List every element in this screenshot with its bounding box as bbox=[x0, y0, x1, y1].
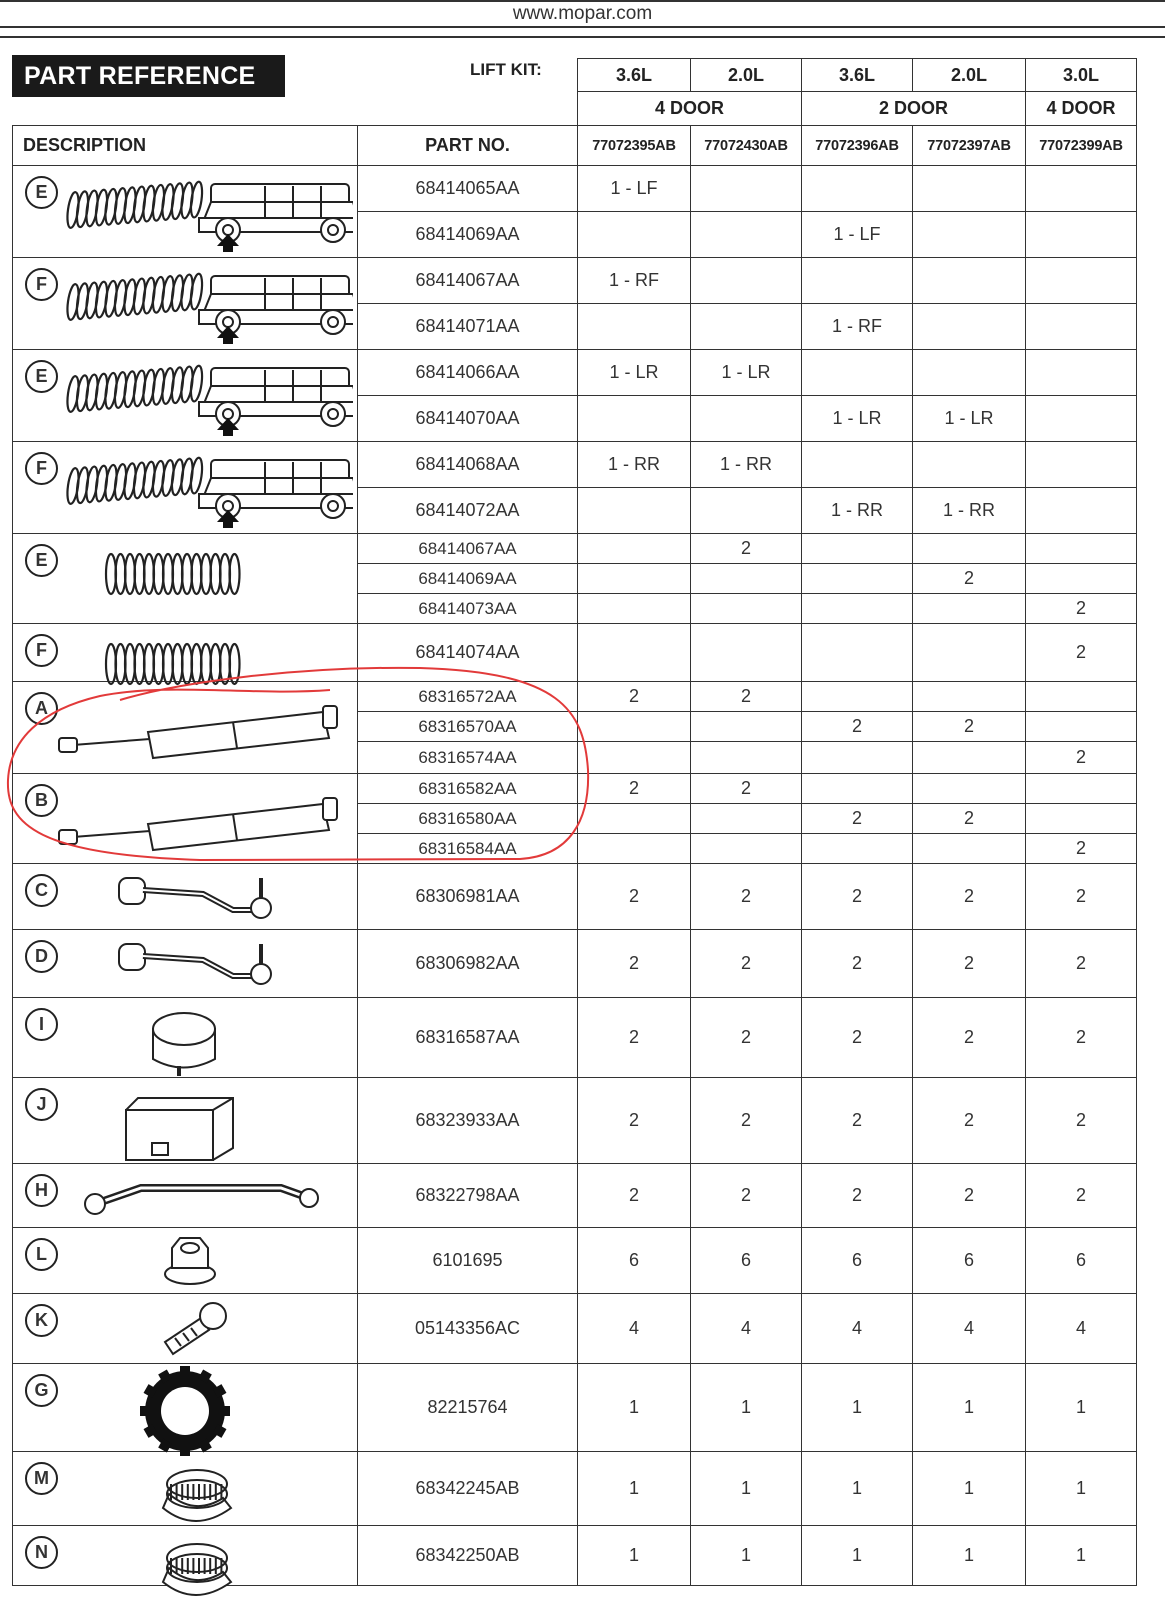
quantity-cell: 2 bbox=[802, 804, 913, 834]
quantity-cell bbox=[1026, 442, 1137, 488]
quantity-cell: 2 bbox=[578, 998, 691, 1078]
part-number-cell: 68323933AA bbox=[358, 1078, 578, 1164]
part-number-cell: 68342250AB bbox=[358, 1526, 578, 1586]
part-description-cell bbox=[13, 258, 358, 350]
table-row bbox=[13, 1364, 1137, 1452]
quantity-cell: 4 bbox=[578, 1294, 691, 1364]
part-description-cell bbox=[13, 442, 358, 534]
table-row bbox=[13, 1294, 1137, 1364]
quantity-cell bbox=[691, 258, 802, 304]
part-number-cell: 68316587AA bbox=[358, 998, 578, 1078]
quantity-cell bbox=[578, 212, 691, 258]
quantity-cell: 2 bbox=[913, 712, 1026, 742]
quantity-cell: 1 bbox=[1026, 1364, 1137, 1452]
quantity-cell bbox=[578, 304, 691, 350]
part-number-cell: 68414069AA bbox=[358, 564, 578, 594]
part-letter-badge: M bbox=[25, 1462, 58, 1495]
quantity-cell: 1 bbox=[1026, 1526, 1137, 1586]
quantity-cell bbox=[691, 594, 802, 624]
quantity-cell: 1 bbox=[913, 1526, 1026, 1586]
coil-spring-jeep-icon bbox=[23, 448, 353, 528]
quantity-cell bbox=[802, 834, 913, 864]
coil-spring-jeep-icon bbox=[23, 172, 353, 252]
table-row bbox=[13, 774, 1137, 804]
engine-header: 3.6L bbox=[802, 59, 913, 92]
quantity-cell: 2 bbox=[578, 682, 691, 712]
quantity-cell bbox=[1026, 488, 1137, 534]
quantity-cell: 1 - LR bbox=[691, 350, 802, 396]
quantity-cell bbox=[1026, 396, 1137, 442]
hose-clamp-icon bbox=[155, 1530, 255, 1600]
coil-spring-icon bbox=[103, 544, 253, 604]
bump-stop-icon bbox=[143, 1004, 233, 1084]
table-row bbox=[13, 682, 1137, 712]
quantity-cell bbox=[913, 834, 1026, 864]
quantity-cell: 2 bbox=[1026, 1164, 1137, 1228]
part-description-cell bbox=[13, 624, 358, 682]
quantity-cell: 2 bbox=[1026, 1078, 1137, 1164]
quantity-cell bbox=[913, 258, 1026, 304]
quantity-cell bbox=[913, 682, 1026, 712]
part-number-cell: 68316584AA bbox=[358, 834, 578, 864]
quantity-cell bbox=[578, 804, 691, 834]
quantity-cell: 1 - RR bbox=[691, 442, 802, 488]
part-letter-badge: H bbox=[25, 1174, 58, 1207]
part-letter-badge: A bbox=[25, 692, 58, 725]
quantity-cell: 2 bbox=[913, 930, 1026, 998]
quantity-cell: 1 - LF bbox=[578, 166, 691, 212]
quantity-cell bbox=[913, 304, 1026, 350]
quantity-cell bbox=[691, 396, 802, 442]
part-description-cell bbox=[13, 1526, 358, 1586]
parts-table bbox=[12, 125, 1137, 1586]
quantity-cell bbox=[578, 594, 691, 624]
quantity-cell: 2 bbox=[1026, 930, 1137, 998]
part-number-cell: 68414067AA bbox=[358, 258, 578, 304]
quantity-cell bbox=[1026, 350, 1137, 396]
part-letter-badge: I bbox=[25, 1008, 58, 1041]
part-letter-badge: N bbox=[25, 1536, 58, 1569]
quantity-cell: 1 bbox=[578, 1526, 691, 1586]
part-letter-badge: F bbox=[25, 452, 58, 485]
part-description-cell bbox=[13, 682, 358, 774]
quantity-cell: 2 bbox=[578, 1078, 691, 1164]
quantity-cell: 2 bbox=[578, 930, 691, 998]
quantity-cell: 2 bbox=[802, 1078, 913, 1164]
part-number-cell: 68306981AA bbox=[358, 864, 578, 930]
quantity-cell bbox=[802, 682, 913, 712]
quantity-cell bbox=[691, 712, 802, 742]
quantity-cell: 1 bbox=[691, 1452, 802, 1526]
quantity-cell bbox=[578, 564, 691, 594]
shock-absorber-icon bbox=[53, 690, 373, 765]
part-number-cell: 05143356AC bbox=[358, 1294, 578, 1364]
quantity-cell: 2 bbox=[578, 864, 691, 930]
quantity-cell bbox=[578, 396, 691, 442]
quantity-cell: 1 - RR bbox=[913, 488, 1026, 534]
quantity-cell: 1 bbox=[913, 1364, 1026, 1452]
quantity-cell bbox=[1026, 166, 1137, 212]
quantity-cell bbox=[1026, 682, 1137, 712]
quantity-cell bbox=[913, 442, 1026, 488]
quantity-cell bbox=[578, 742, 691, 774]
quantity-cell: 4 bbox=[1026, 1294, 1137, 1364]
description-column-header: DESCRIPTION bbox=[13, 126, 358, 166]
quantity-cell: 6 bbox=[1026, 1228, 1137, 1294]
shock-absorber-icon bbox=[53, 782, 373, 857]
quantity-cell: 1 bbox=[578, 1452, 691, 1526]
quantity-cell bbox=[913, 624, 1026, 682]
quantity-cell bbox=[1026, 212, 1137, 258]
coil-spring-jeep-icon bbox=[23, 356, 353, 436]
part-number-cell: 68414069AA bbox=[358, 212, 578, 258]
part-number-cell: 6101695 bbox=[358, 1228, 578, 1294]
quantity-cell: 1 bbox=[802, 1452, 913, 1526]
part-number-cell: 68316582AA bbox=[358, 774, 578, 804]
table-row bbox=[13, 1228, 1137, 1294]
table-row bbox=[13, 1164, 1137, 1228]
badge-text: Jeep bbox=[169, 1387, 201, 1403]
quantity-cell: 2 bbox=[1026, 624, 1137, 682]
quantity-cell: 1 - RF bbox=[802, 304, 913, 350]
quantity-cell: 2 bbox=[578, 1164, 691, 1228]
part-number-cell: 68414068AA bbox=[358, 442, 578, 488]
jeep-performance-parts-badge-icon bbox=[135, 1366, 235, 1456]
engine-header: 3.0L bbox=[1026, 59, 1137, 92]
quantity-cell: 2 bbox=[802, 1164, 913, 1228]
table-row bbox=[13, 624, 1137, 682]
quantity-cell: 2 bbox=[802, 998, 913, 1078]
quantity-cell: 1 - RF bbox=[578, 258, 691, 304]
part-number-cell: 68414067AA bbox=[358, 534, 578, 564]
quantity-cell: 2 bbox=[691, 998, 802, 1078]
quantity-cell bbox=[913, 742, 1026, 774]
quantity-cell bbox=[802, 258, 913, 304]
quantity-cell bbox=[691, 166, 802, 212]
part-letter-badge: F bbox=[25, 634, 58, 667]
quantity-cell: 2 bbox=[802, 930, 913, 998]
quantity-cell bbox=[913, 166, 1026, 212]
quantity-cell bbox=[913, 774, 1026, 804]
quantity-cell bbox=[1026, 564, 1137, 594]
quantity-cell bbox=[913, 594, 1026, 624]
quantity-cell: 1 bbox=[802, 1526, 913, 1586]
part-number-cell: 82215764 bbox=[358, 1364, 578, 1452]
part-number-cell: 68316574AA bbox=[358, 742, 578, 774]
engine-header: 2.0L bbox=[691, 59, 802, 92]
quantity-cell bbox=[802, 624, 913, 682]
part-number-cell: 68414071AA bbox=[358, 304, 578, 350]
part-number-cell: 68306982AA bbox=[358, 930, 578, 998]
quantity-cell: 1 bbox=[1026, 1452, 1137, 1526]
part-description-cell bbox=[13, 864, 358, 930]
lift-kit-label: LIFT KIT: bbox=[470, 60, 542, 79]
quantity-cell bbox=[1026, 304, 1137, 350]
sway-bar-link-icon bbox=[113, 868, 313, 928]
spacer-block-icon bbox=[118, 1088, 248, 1168]
door-group-header: 4 DOOR bbox=[578, 92, 802, 126]
quantity-cell: 1 - LR bbox=[913, 396, 1026, 442]
quantity-cell: 2 bbox=[913, 804, 1026, 834]
part-letter-badge: E bbox=[25, 544, 58, 577]
quantity-cell: 1 bbox=[578, 1364, 691, 1452]
quantity-cell bbox=[1026, 804, 1137, 834]
quantity-cell: 2 bbox=[691, 864, 802, 930]
quantity-cell bbox=[1026, 258, 1137, 304]
kit-number-header: 77072430AB bbox=[691, 126, 802, 166]
quantity-cell: 1 - RR bbox=[802, 488, 913, 534]
part-letter-badge: C bbox=[25, 874, 58, 907]
quantity-cell bbox=[913, 212, 1026, 258]
quantity-cell bbox=[691, 624, 802, 682]
quantity-cell: 2 bbox=[802, 864, 913, 930]
table-row bbox=[13, 534, 1137, 564]
quantity-cell: 6 bbox=[691, 1228, 802, 1294]
part-number-cell: 68316580AA bbox=[358, 804, 578, 834]
quantity-cell: 2 bbox=[1026, 834, 1137, 864]
part-description-cell bbox=[13, 1078, 358, 1164]
kit-number-header: 77072399AB bbox=[1026, 126, 1137, 166]
quantity-cell: 1 bbox=[913, 1452, 1026, 1526]
part-description-cell bbox=[13, 1164, 358, 1228]
quantity-cell: 6 bbox=[913, 1228, 1026, 1294]
table-row bbox=[13, 1526, 1137, 1586]
coil-spring-jeep-icon bbox=[23, 264, 353, 344]
part-description-cell bbox=[13, 1364, 358, 1452]
part-letter-badge: B bbox=[25, 784, 58, 817]
table-row bbox=[13, 1078, 1137, 1164]
part-description-cell bbox=[13, 930, 358, 998]
quantity-cell: 2 bbox=[691, 1078, 802, 1164]
part-letter-badge: E bbox=[25, 360, 58, 393]
bolt-icon bbox=[153, 1298, 243, 1358]
kit-number-header: 77072395AB bbox=[578, 126, 691, 166]
quantity-cell: 2 bbox=[913, 864, 1026, 930]
kit-number-header: 77072396AB bbox=[802, 126, 913, 166]
quantity-cell: 4 bbox=[802, 1294, 913, 1364]
quantity-cell: 1 - RR bbox=[578, 442, 691, 488]
part-description-cell bbox=[13, 774, 358, 864]
quantity-cell: 2 bbox=[913, 998, 1026, 1078]
part-number-cell: 68414070AA bbox=[358, 396, 578, 442]
part-letter-badge: L bbox=[25, 1238, 58, 1271]
part-description-cell bbox=[13, 1452, 358, 1526]
sway-bar-link-icon bbox=[113, 934, 313, 994]
table-row bbox=[13, 1452, 1137, 1526]
quantity-cell bbox=[691, 804, 802, 834]
quantity-cell: 2 bbox=[1026, 594, 1137, 624]
quantity-cell bbox=[802, 564, 913, 594]
part-description-cell bbox=[13, 166, 358, 258]
quantity-cell: 2 bbox=[578, 774, 691, 804]
quantity-cell bbox=[578, 712, 691, 742]
quantity-cell: 2 bbox=[913, 1078, 1026, 1164]
quantity-cell bbox=[1026, 712, 1137, 742]
part-description-cell bbox=[13, 1294, 358, 1364]
quantity-cell bbox=[691, 212, 802, 258]
part-number-cell: 68414074AA bbox=[358, 624, 578, 682]
track-bar-icon bbox=[81, 1174, 321, 1224]
part-number-cell: 68316572AA bbox=[358, 682, 578, 712]
quantity-cell bbox=[578, 534, 691, 564]
top-rule-3 bbox=[0, 36, 1165, 38]
quantity-cell: 2 bbox=[1026, 742, 1137, 774]
quantity-cell bbox=[1026, 534, 1137, 564]
quantity-cell: 1 - LR bbox=[802, 396, 913, 442]
quantity-cell: 2 bbox=[1026, 998, 1137, 1078]
quantity-cell bbox=[913, 350, 1026, 396]
part-letter-badge: J bbox=[25, 1088, 58, 1121]
quantity-cell bbox=[1026, 774, 1137, 804]
lift-kit-header bbox=[577, 58, 1137, 126]
part-letter-badge: F bbox=[25, 268, 58, 301]
quantity-cell: 2 bbox=[913, 564, 1026, 594]
quantity-cell bbox=[913, 534, 1026, 564]
part-letter-badge: G bbox=[25, 1374, 58, 1407]
hose-clamp-icon bbox=[155, 1456, 255, 1526]
table-row bbox=[13, 350, 1137, 396]
quantity-cell bbox=[802, 350, 913, 396]
quantity-cell bbox=[691, 304, 802, 350]
quantity-cell: 1 bbox=[802, 1364, 913, 1452]
part-letter-badge: D bbox=[25, 940, 58, 973]
table-row bbox=[13, 998, 1137, 1078]
door-group-header: 2 DOOR bbox=[802, 92, 1026, 126]
table-row bbox=[13, 166, 1137, 212]
quantity-cell bbox=[691, 834, 802, 864]
part-number-cell: 68322798AA bbox=[358, 1164, 578, 1228]
quantity-cell: 2 bbox=[691, 1164, 802, 1228]
quantity-cell: 2 bbox=[913, 1164, 1026, 1228]
part-number-cell: 68342245AB bbox=[358, 1452, 578, 1526]
top-rule-2 bbox=[0, 26, 1165, 28]
part-description-cell bbox=[13, 1228, 358, 1294]
table-row bbox=[13, 864, 1137, 930]
part-number-cell: 68316570AA bbox=[358, 712, 578, 742]
quantity-cell: 4 bbox=[913, 1294, 1026, 1364]
quantity-cell bbox=[578, 624, 691, 682]
quantity-cell: 6 bbox=[578, 1228, 691, 1294]
quantity-cell: 2 bbox=[691, 930, 802, 998]
quantity-cell bbox=[802, 594, 913, 624]
part-description-cell bbox=[13, 350, 358, 442]
part-number-cell: 68414073AA bbox=[358, 594, 578, 624]
part-no-column-header: PART NO. bbox=[358, 126, 578, 166]
flange-nut-icon bbox=[158, 1232, 228, 1292]
engine-header: 3.6L bbox=[578, 59, 691, 92]
part-description-cell bbox=[13, 998, 358, 1078]
part-number-cell: 68414065AA bbox=[358, 166, 578, 212]
quantity-cell bbox=[691, 564, 802, 594]
table-row bbox=[13, 442, 1137, 488]
page-title: PART REFERENCE bbox=[12, 55, 285, 97]
door-group-header: 4 DOOR bbox=[1026, 92, 1137, 126]
quantity-cell bbox=[691, 488, 802, 534]
kit-number-header: 77072397AB bbox=[913, 126, 1026, 166]
quantity-cell: 4 bbox=[691, 1294, 802, 1364]
quantity-cell: 2 bbox=[691, 774, 802, 804]
quantity-cell: 1 - LR bbox=[578, 350, 691, 396]
table-row bbox=[13, 930, 1137, 998]
quantity-cell bbox=[802, 442, 913, 488]
quantity-cell: 2 bbox=[691, 534, 802, 564]
engine-header: 2.0L bbox=[913, 59, 1026, 92]
quantity-cell: 1 bbox=[691, 1526, 802, 1586]
quantity-cell bbox=[578, 834, 691, 864]
quantity-cell: 2 bbox=[1026, 864, 1137, 930]
table-row bbox=[13, 258, 1137, 304]
quantity-cell bbox=[691, 742, 802, 774]
top-rule-1 bbox=[0, 0, 1165, 2]
site-url: www.mopar.com bbox=[512, 3, 653, 24]
quantity-cell bbox=[578, 488, 691, 534]
quantity-cell: 1 - LF bbox=[802, 212, 913, 258]
part-number-cell: 68414072AA bbox=[358, 488, 578, 534]
quantity-cell bbox=[802, 774, 913, 804]
quantity-cell: 2 bbox=[691, 682, 802, 712]
quantity-cell: 1 bbox=[691, 1364, 802, 1452]
part-letter-badge: E bbox=[25, 176, 58, 209]
quantity-cell: 2 bbox=[802, 712, 913, 742]
quantity-cell: 6 bbox=[802, 1228, 913, 1294]
quantity-cell bbox=[802, 166, 913, 212]
quantity-cell bbox=[802, 534, 913, 564]
part-number-cell: 68414066AA bbox=[358, 350, 578, 396]
part-description-cell bbox=[13, 534, 358, 624]
part-letter-badge: K bbox=[25, 1304, 58, 1337]
quantity-cell bbox=[802, 742, 913, 774]
